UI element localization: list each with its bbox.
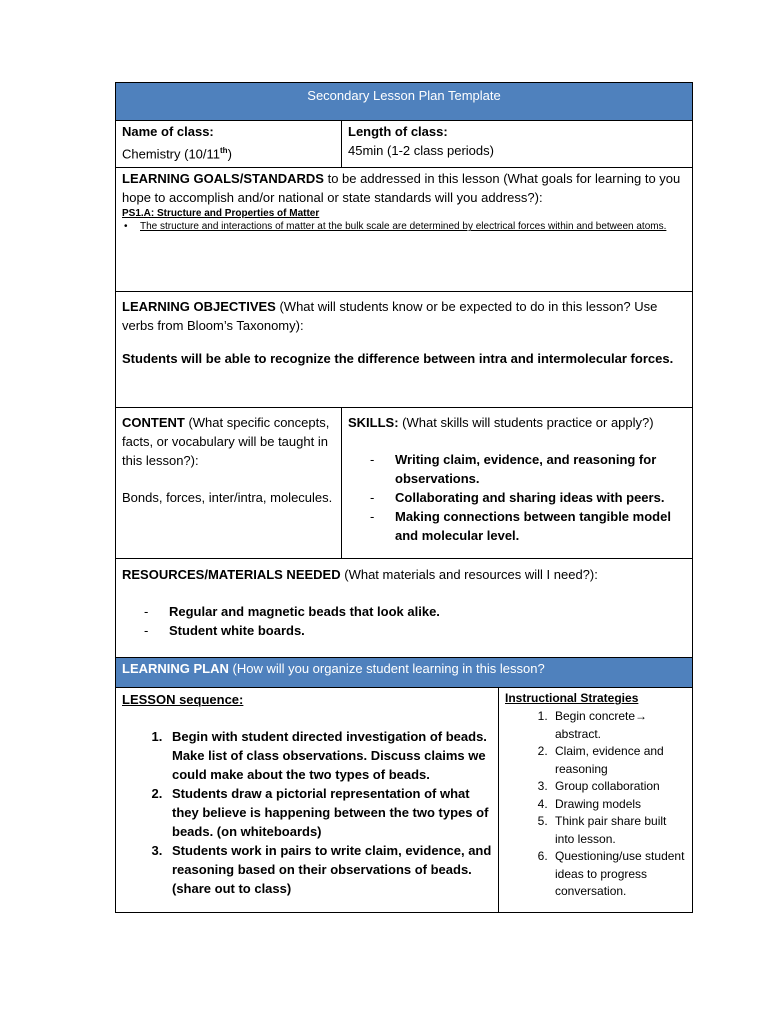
class-length-cell bbox=[342, 121, 693, 168]
lesson-plan-page bbox=[115, 82, 692, 913]
resource-item: - Student white boards. bbox=[144, 621, 686, 640]
plan-header bbox=[116, 658, 693, 688]
standard-code: PS1.A: Structure and Properties of Matter bbox=[122, 208, 320, 220]
goals-label: LEARNING GOALS/STANDARDS bbox=[122, 171, 324, 187]
sequence-list bbox=[122, 727, 492, 898]
class-length-value: 45min (1-2 class periods) bbox=[348, 143, 494, 158]
resources-heading bbox=[122, 565, 686, 584]
class-name-cell bbox=[116, 121, 342, 168]
class-name-label: Name of class: bbox=[122, 124, 214, 139]
template-title: Secondary Lesson Plan Template bbox=[116, 83, 693, 121]
skill-item: - Writing claim, evidence, and reasoning for observations. bbox=[370, 450, 686, 488]
strategy-item: 2. Claim, evidence and reasoning bbox=[551, 743, 686, 778]
objective-statement: Students will be able to recognize the difference between intra and intermolecular forces. bbox=[122, 351, 674, 367]
goals-cell bbox=[116, 168, 693, 292]
plan-row bbox=[116, 658, 693, 688]
objectives-cell bbox=[116, 292, 693, 408]
class-info-row bbox=[116, 121, 693, 168]
resources-prompt: (What materials and resources will I need?): bbox=[340, 567, 598, 583]
objectives-prompt: (What will students know or be expected to do in this lesson? Use verbs from Bloom’s Taxonomy): bbox=[122, 299, 658, 334]
content-label: CONTENT bbox=[122, 415, 185, 431]
resource-item: - Regular and magnetic beads that look alike. bbox=[144, 602, 686, 621]
content-prompt: (What specific concepts, facts, or vocabulary will be taught in this lesson?): bbox=[122, 415, 330, 469]
skills-list bbox=[348, 450, 686, 545]
sequence-cell bbox=[116, 688, 499, 913]
skills-heading bbox=[348, 413, 686, 432]
resources-row bbox=[116, 559, 693, 658]
skill-item: - Making connections between tangible model and molecular level. bbox=[370, 507, 686, 545]
goals-row bbox=[116, 168, 693, 292]
title-row bbox=[116, 83, 693, 121]
standard-text: The structure and interactions of matter at the bulk scale are determined by electrical forces within and between atoms. bbox=[140, 221, 667, 233]
lesson-plan-table bbox=[115, 82, 693, 913]
strategies-label: Instructional Strategies bbox=[505, 691, 639, 706]
sequence-step: 1. Begin with student directed investigation of beads. Make list of class observations. Discuss claims we could make about the two types of beads. bbox=[166, 727, 492, 784]
strategy-item: 4. Drawing models bbox=[551, 796, 686, 814]
skills-label: SKILLS: bbox=[348, 415, 399, 431]
strategies-list bbox=[505, 708, 686, 901]
sequence-step: 2. Students draw a pictorial representation of what they believe is happening between the two types of beads. (on whiteboards) bbox=[166, 784, 492, 841]
content-value: Bonds, forces, inter/intra, molecules. bbox=[122, 490, 333, 506]
skills-prompt: (What skills will students practice or apply?) bbox=[398, 415, 654, 431]
strategy-item: 6. Questioning/use student ideas to progress conversation. bbox=[551, 848, 686, 901]
sequence-step: 3. Students work in pairs to write claim, evidence, and reasoning based on their observations of beads. (share out to class) bbox=[166, 841, 492, 898]
objectives-heading bbox=[122, 297, 686, 335]
class-length-label: Length of class: bbox=[348, 124, 448, 139]
strategy-item: 1. Begin concrete→ abstract. bbox=[551, 708, 686, 743]
resources-cell bbox=[116, 559, 693, 658]
skills-cell bbox=[342, 408, 693, 559]
sequence-row bbox=[116, 688, 693, 913]
plan-prompt: (How will you organize student learning in this lesson? bbox=[228, 661, 545, 677]
content-cell bbox=[116, 408, 342, 559]
bullet-icon: • bbox=[124, 221, 128, 233]
objectives-label: LEARNING OBJECTIVES bbox=[122, 299, 276, 315]
objectives-row bbox=[116, 292, 693, 408]
resources-list bbox=[122, 602, 686, 640]
plan-label: LEARNING PLAN bbox=[122, 661, 229, 677]
strategy-item: 5. Think pair share built into lesson. bbox=[551, 813, 686, 848]
skill-item: - Collaborating and sharing ideas with peers. bbox=[370, 488, 686, 507]
resources-label: RESOURCES/MATERIALS NEEDED bbox=[122, 567, 341, 583]
strategy-item: 3. Group collaboration bbox=[551, 778, 686, 796]
content-skills-row bbox=[116, 408, 693, 559]
standard-item bbox=[122, 220, 686, 233]
goals-heading bbox=[122, 169, 686, 207]
content-heading bbox=[122, 413, 335, 470]
class-name-value: Chemistry (10/11th) bbox=[122, 146, 232, 162]
goals-prompt: to be addressed in this lesson (What goals for learning to you hope to accomplish and/or national or state standards will you address?): bbox=[122, 171, 681, 206]
strategies-cell bbox=[499, 688, 693, 913]
sequence-label: LESSON sequence: bbox=[122, 692, 244, 708]
